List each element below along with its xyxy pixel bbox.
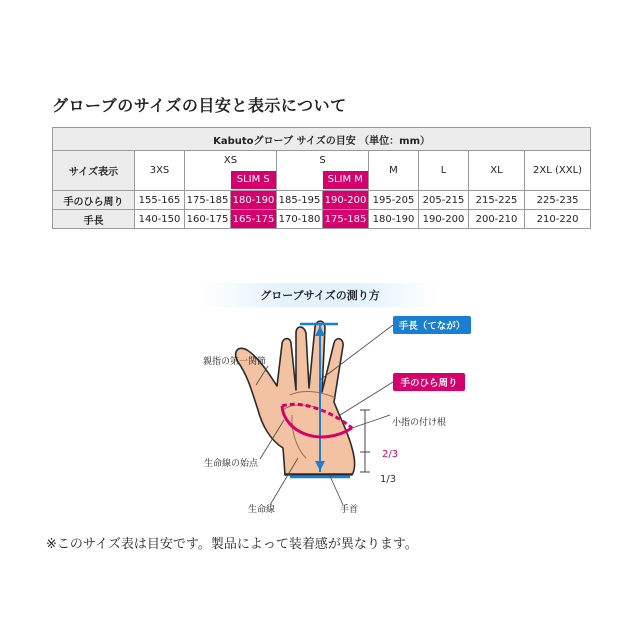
size-3xs: 3XS: [135, 151, 185, 191]
size-2xl: 2XL (XXL): [525, 151, 591, 191]
two-thirds-label: 2/3: [382, 449, 399, 460]
disclaimer-note: ※このサイズ表は目安です。製品によって装着感が異なります。: [46, 537, 418, 552]
one-third-label: 1/3: [380, 474, 397, 485]
length-row-header: 手長: [53, 210, 135, 229]
table-cell: 195-205: [369, 191, 419, 210]
table-cell: 210-220: [525, 210, 591, 229]
size-row-header: サイズ表示: [53, 151, 135, 191]
slim-s-label: SLIM S: [231, 171, 277, 189]
palm-circumference-label: 手のひら周り: [400, 378, 458, 389]
table-cell-slim: 190-200: [323, 191, 369, 210]
ratio-bracket: [360, 410, 370, 472]
palm-row-header: 手のひら周り: [53, 191, 135, 210]
lifeline-label: 生命線: [248, 505, 276, 515]
hand-illustration: [236, 321, 355, 475]
page-title: グローブのサイズの目安と表示について: [52, 96, 347, 115]
size-l: L: [419, 151, 469, 191]
table-cell: 190-200: [419, 210, 469, 229]
size-s-label: S: [319, 155, 326, 166]
size-xs-label: XS: [223, 155, 238, 166]
diagram-title: グローブサイズの測り方: [260, 289, 380, 302]
table-cell: 140-150: [135, 210, 185, 229]
table-cell-slim: 165-175: [231, 210, 277, 229]
table-cell-slim: 175-185: [323, 210, 369, 229]
table-cell: 155-165: [135, 191, 185, 210]
table-cell: 215-225: [469, 191, 525, 210]
slim-m-label: SLIM M: [323, 171, 369, 189]
table-cell-slim: 180-190: [231, 191, 277, 210]
table-caption: Kabutoグローブ サイズの目安 （単位：mm）: [53, 128, 591, 151]
table-cell: 205-215: [419, 191, 469, 210]
thumb-joint-label: 親指の第一関節: [203, 357, 267, 367]
table-cell: 175-185: [185, 191, 231, 210]
hand-length-label: 手長（てなが）: [398, 321, 466, 332]
lifeline-start-label: 生命線の始点: [204, 459, 259, 469]
pinky-base-label: 小指の付け根: [392, 418, 447, 428]
table-cell: 160-175: [185, 210, 231, 229]
table-cell: 170-180: [277, 210, 323, 229]
table-cell: 185-195: [277, 191, 323, 210]
size-xl: XL: [469, 151, 525, 191]
table-cell: 180-190: [369, 210, 419, 229]
table-cell: 225-235: [525, 191, 591, 210]
wrist-label: 手首: [340, 505, 359, 515]
table-cell: 200-210: [469, 210, 525, 229]
size-m: M: [369, 151, 419, 191]
